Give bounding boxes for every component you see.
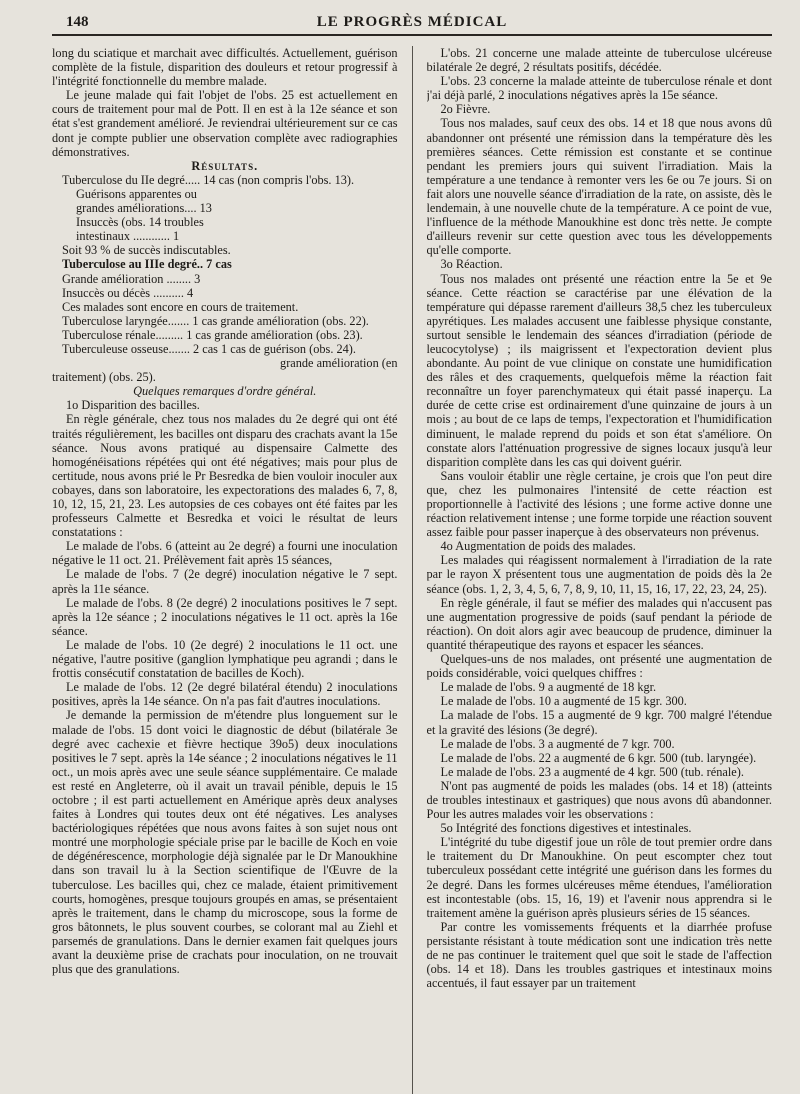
right-paragraph: L'intégrité du tube digestif joue un rôle de tout premier ordre dans le traitement du Dr Manoukhine. On peut escompter chez tout tuberculeux possédant cette intégrité une guérison dans les formes du 2e degré. Dans les formes ulcéreuses même étendues, l'amélioration est incontestable (obs. 15, 16, 19) et l'avenir nous apprendra si le traitement amène la guérison après plusieurs séries de 15 séances.	[426, 835, 772, 920]
right-paragraph: Le malade de l'obs. 3 a augmenté de 7 kgr. 700.	[440, 736, 675, 751]
left-paragraph: intestinaux ............ 1	[76, 229, 180, 244]
right-paragraph: 3o Réaction.	[440, 257, 503, 272]
right-paragraph: N'ont pas augmenté de poids les malades (obs. 14 et 18) (atteints de troubles intestinaux et gastriques) que nous avons dû abandonner. Pour les autres malades voir les observations :	[426, 778, 772, 822]
left-paragraph: Tuberculose laryngée....... 1 cas grande amélioration (obs. 22).	[62, 313, 369, 328]
right-paragraph: 2o Fièvre.	[440, 102, 491, 117]
left-paragraph: Ces malades sont encore en cours de traitement.	[62, 299, 299, 314]
left-paragraph: Résultats.	[191, 158, 259, 173]
left-paragraph: Tuberculose du IIe degré..... 14 cas (non compris l'obs. 13).	[62, 172, 355, 187]
right-paragraph: Tous nos malades, sauf ceux des obs. 14 et 18 que nous avons dû abandonner ont présenté une rémission dans la température dès les premières séances. Cette rémission est constante et se continue pendant les premiers jours qui suivent l'irradiation. Mais la température a une tendance à remonter vers les 6e ou 7e jours. Si on fait alors une nouvelle séance d'irradiation de la rate, on assiste, dès le lendemain, à une nouvelle chute de la température. A ce point de vue, l'influence de la méthode Manoukhine est donc très nette. Je compte d'ailleurs revenir sur cette question avec tous les développements qu'elle comporte.	[426, 116, 772, 258]
right-paragraph: 4o Augmentation de poids des malades.	[440, 539, 636, 554]
left-paragraph: Le malade de l'obs. 10 (2e degré) 2 inoculations le 11 oct. une négative, l'autre positive (ganglion lymphatique peu agrandi ; dans le frottis consécutif constatation de bacilles de Koch).	[52, 637, 398, 681]
right-paragraph: Les malades qui réagissent normalement à l'irradiation de la rate par le rayon X présentent tous une augmentation de poids dès la 2e séance (obs. 1, 2, 3, 4, 5, 6, 7, 8, 9, 10, 11, 15, 16, 17, 22, 23, 24, 25).	[426, 553, 772, 596]
journal-title: LE PROGRÈS MÉDICAL	[316, 14, 508, 30]
left-paragraph: 1o Disparition des bacilles.	[66, 398, 200, 413]
left-paragraph: Tuberculose rénale......... 1 cas grande amélioration (obs. 23).	[62, 327, 363, 342]
left-paragraph: Le malade de l'obs. 12 (2e degré bilatéral étendu) 2 inoculations positives, après la 14e séance. On n'a pas fait d'autres inoculations.	[52, 680, 398, 709]
article-columns	[52, 46, 772, 1094]
right-column	[427, 46, 773, 1094]
right-paragraph: Le malade de l'obs. 10 a augmenté de 15 kgr. 300.	[440, 694, 687, 709]
left-column	[52, 46, 398, 1094]
right-paragraph: Sans vouloir établir une règle certaine, je crois que l'on peut dire que, chez les pulmonaires l'intensité de cette réaction est proportionnelle à l'activité des lésions ; une forme active donne une réaction relativement intense ; une forme torpide une réaction souvent assez faible pour passer inaperçue à des observateurs non prévenus.	[426, 468, 772, 540]
right-paragraph: L'obs. 23 concerne la malade atteinte de tuberculose rénale et dont j'ai déjà parlé, 2 inoculations négatives après la 15e séance.	[426, 74, 772, 103]
left-paragraph: Quelques remarques d'ordre général.	[133, 384, 317, 399]
right-paragraph: Quelques-uns de nos malades, ont présenté une augmentation de poids considérable, voici quelques chiffres :	[426, 652, 772, 681]
left-paragraph: Le malade de l'obs. 6 (atteint au 2e degré) a fourni une inoculation négative le 11 oct. 21. Prélèvement fait après 15 séances,	[52, 539, 398, 568]
left-paragraph: Je demande la permission de m'étendre plus longuement sur le malade de l'obs. 15 dont voici le diagnostic de début (bilatérale 3e degré avec cachexie et fièvre hectique 39o5) deux inoculations positives le 7 sept. après la 14e séance ; 2 inoculations négatives le 11 oct., un mois après avec une seule séance supplémentaire. Ce malade est resté en Angleterre, où il avait un travail pénible, depuis le 15 octobre ; il est parti actuellement en Amérique après deux analyses faites à Londres qui toutes deux ont été négatives. Les analyses bactériologiques répétées que nous avons faites à son sujet nous ont montré une morphologie spéciale prise par le bacille de Koch en voie de dégénérescence, morphologie déjà signalée par le Dr Manoukhine dans son travail lu à la Section scientifique de l'Œuvre de la tuberculose. Les bacilles qui, chez ce malade, étaient primitivement courts, homogènes, presque toujours groupés en amas, se présentaient après le traitement, dans le champ du microscope, sous la forme de gros bâtonnets, le plus souvent courbes, se colorant mal au Ziehl et parsemés de granulations. Dans le dernier examen fait quelques jours avant la deuxième prise de crachats pour inoculation, on ne trouvait plus que des granulations.	[52, 708, 398, 977]
page-number: 148	[66, 14, 89, 30]
left-paragraph: En règle générale, chez tous nos malades du 2e degré qui ont été traités régulièrement, les bacilles ont disparu des crachats avant la 15e séance. Nous avons pratiqué au dispensaire Calmette des homogénéisations répétées qui ont été négatives; mais pour plus de certitude, nous avons prié le Pr Besredka de bien vouloir inoculer aux cobayes, dans son laboratoire, les expectorations des malades 6, 7, 8, 10, 12, 15, 21, 23. Les autopsies de ces cobayes ont été faites par les professeurs Calmette et Besredka et voici le résultat de leurs constatations :	[52, 412, 398, 540]
right-paragraph: L'obs. 21 concerne une malade atteinte de tuberculose ulcéreuse bilatérale 2e degré, 2 résultats positifs, décédée.	[426, 46, 772, 75]
right-paragraph: Le malade de l'obs. 23 a augmenté de 4 kgr. 500 (tub. rénale).	[440, 764, 744, 779]
page-header	[52, 8, 772, 36]
left-paragraph: Tuberculose au IIIe degré.. 7 cas	[62, 257, 232, 272]
left-paragraph: grande amélioration (en	[280, 356, 398, 371]
left-paragraph: Insuccès ou décès .......... 4	[62, 285, 194, 300]
right-paragraph: Le malade de l'obs. 22 a augmenté de 6 kgr. 500 (tub. laryngée).	[440, 750, 757, 765]
right-paragraph: En règle générale, il faut se méfier des malades qui n'accusent pas une augmentation progressive de poids (sauf pendant la période de réaction). On doit alors agir avec beaucoup de prudence, diminuer la quantité thérapeutique des rayons et espacer les séances.	[426, 595, 772, 652]
left-paragraph: Le jeune malade qui fait l'objet de l'obs. 25 est actuellement en cours de traitement pour mal de Pott. Il en est à la 12e séance et son état s'est grandement amélioré. Je reviendrai ultérieurement sur ce cas dont je compte publier une observation complète avec radiographies démonstratives.	[52, 88, 398, 159]
left-paragraph: traitement) (obs. 25).	[52, 370, 156, 385]
left-paragraph: Le malade de l'obs. 7 (2e degré) inoculation négative le 7 sept. après la 11e séance.	[52, 567, 398, 596]
left-paragraph: grandes améliorations.... 13	[76, 201, 212, 216]
left-paragraph: long du sciatique et marchait avec difficultés. Actuellement, guérison complète de la fistule, disparition des douleurs et retour progressif à l'intégrité fonctionnelle du membre malade.	[52, 46, 398, 89]
right-paragraph: Tous nos malades ont présenté une réaction entre la 5e et 9e séance. Cette réaction se caractérise par une élévation de la température qui dépasse rarement d'ailleurs 38,5 chez les tuberculeux apyrétiques. Les malades accusent une faiblesse physique constante, surtout sensible le lendemain des séances d'irradiation (période de leucocytolyse) ; ils maigrissent et l'expectoration devient plus abondante. Au point de vue clinique on constate une humidification des râles et des craquements, quelquefois même la réaction fait reconnaître un foyer parenchymateux qui était passé inaperçu. La durée de cette crise est ordinairement d'une quinzaine de jours à un mois ; au bout de ce laps de temps, l'expectoration et l'humidification diminuent, le malade reprend du poids et son état s'améliore. On constate alors l'atténuation progressive de signes locaux jusqu'à leur disparition complète dans les cas qui doivent guérir.	[426, 271, 772, 469]
left-paragraph: Guérisons apparentes ou	[76, 186, 197, 201]
right-paragraph: Le malade de l'obs. 9 a augmenté de 18 kgr.	[440, 680, 657, 695]
right-paragraph: Par contre les vomissements fréquents et la diarrhée profuse persistante résistant à toute médication sont une indication très nette de ne pas continuer le traitement quel que soit le stade de l'affection (obs. 14 et 18). Dans les troubles gastriques et intestinaux moins accentués, il faut essayer par un traitement	[426, 919, 772, 991]
right-paragraph: 5o Intégrité des fonctions digestives et intestinales.	[440, 821, 692, 836]
left-paragraph: Insuccès (obs. 14 troubles	[76, 215, 204, 230]
left-paragraph: Le malade de l'obs. 8 (2e degré) 2 inoculations positives le 7 sept. après la 12e séance ; 2 inoculations négatives le 11 oct. après la 16e séance.	[52, 595, 398, 638]
column-divider	[412, 46, 413, 1094]
left-paragraph: Soit 93 % de succès indiscutables.	[62, 243, 231, 258]
left-paragraph: Tuberculeuse osseuse....... 2 cas 1 cas de guérison (obs. 24).	[62, 341, 356, 356]
right-paragraph: La malade de l'obs. 15 a augmenté de 9 kgr. 700 malgré l'étendue et la gravité des lésions (3e degré).	[426, 708, 772, 737]
left-paragraph: Grande amélioration ........ 3	[62, 271, 201, 286]
